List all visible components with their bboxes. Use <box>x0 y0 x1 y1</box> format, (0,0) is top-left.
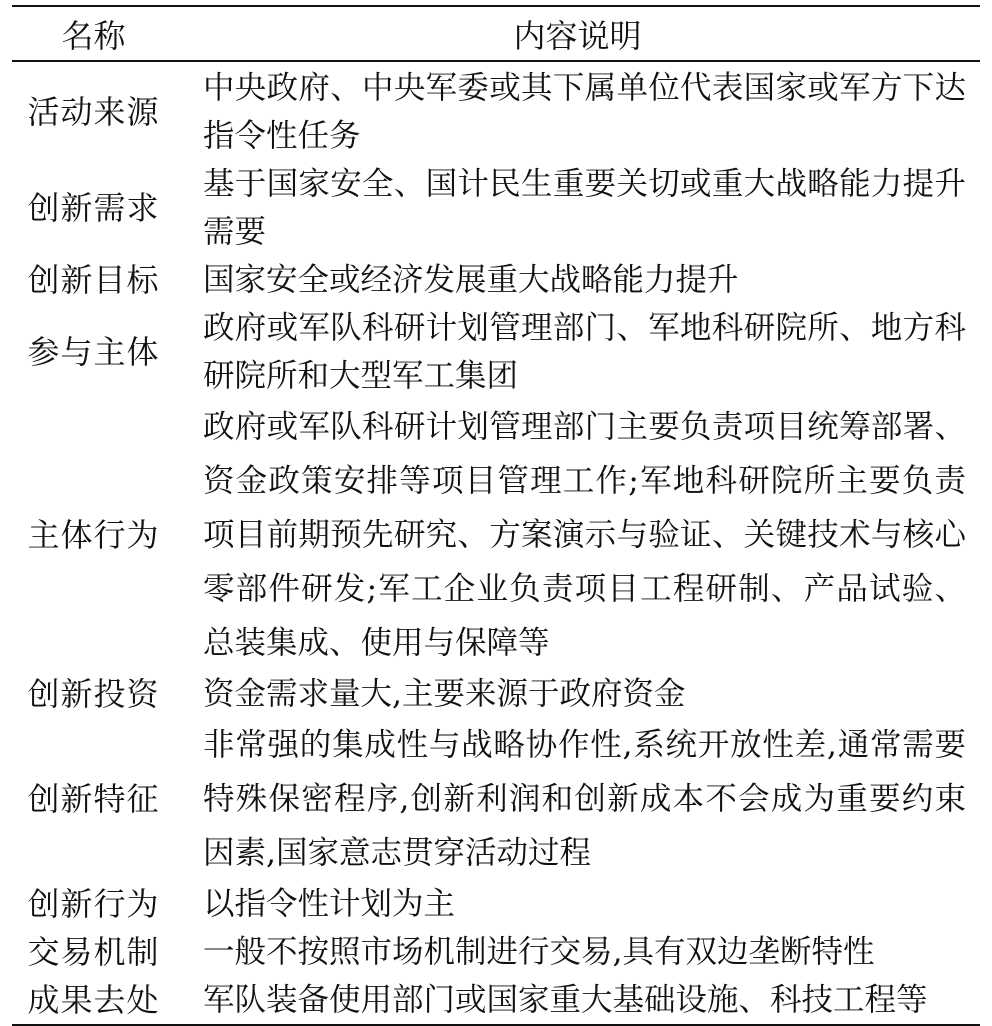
row-name: 交易机制 <box>27 932 160 971</box>
table-header <box>12 7 980 60</box>
table-row <box>12 400 980 670</box>
row-name: 创新投资 <box>27 674 160 713</box>
table-row <box>12 64 980 160</box>
table-bottom-rule <box>12 1024 980 1026</box>
header-name: 名称 <box>61 16 126 55</box>
table-row <box>12 304 980 400</box>
table-row <box>12 670 980 718</box>
row-description: 军队装备使用部门或国家重大基础设施、科技工程等 <box>203 981 928 1018</box>
row-name: 参与主体 <box>27 332 160 371</box>
table-header-rule <box>12 60 980 62</box>
row-name: 创新特征 <box>27 779 160 818</box>
table-row <box>12 160 980 256</box>
row-description: 基于国家安全、国计民生重要关切或重大战略能力提升需要 <box>203 165 966 250</box>
row-name: 创新行为 <box>27 884 160 923</box>
row-description: 以指令性计划为主 <box>203 885 456 922</box>
innovation-table <box>12 5 980 1026</box>
row-description: 政府或军队科研计划管理部门主要负责项目统筹部署、资金政策安排等项目管理工作;军地科研院所主要负责项目前期预先研究、方案演示与验证、关键技术与核心零部件研发;军工企业负责项目工程研制、产品试验、总装集成、使用与保障等 <box>203 408 966 661</box>
row-description: 资金需求量大,主要来源于政府资金 <box>203 675 686 712</box>
row-name: 活动来源 <box>27 92 160 131</box>
row-description: 国家安全或经济发展重大战略能力提升 <box>203 261 739 298</box>
row-name: 创新目标 <box>27 260 160 299</box>
row-description: 政府或军队科研计划管理部门、军地科研院所、地方科研院所和大型军工集团 <box>203 309 966 394</box>
row-name: 创新需求 <box>27 188 160 227</box>
table-row <box>12 928 980 976</box>
row-name: 成果去处 <box>27 980 160 1019</box>
table-row <box>12 880 980 928</box>
row-name: 主体行为 <box>27 515 160 554</box>
row-description: 中央政府、中央军委或其下属单位代表国家或军方下达指令性任务 <box>203 69 966 154</box>
row-description: 一般不按照市场机制进行交易,具有双边垄断特性 <box>203 933 875 970</box>
table-row <box>12 256 980 304</box>
header-description: 内容说明 <box>513 16 642 55</box>
table-row <box>12 718 980 880</box>
table-row <box>12 976 980 1024</box>
row-description: 非常强的集成性与战略协作性,系统开放性差,通常需要特殊保密程序,创新利润和创新成本不会成为重要约束因素,国家意志贯穿活动过程 <box>203 726 966 871</box>
